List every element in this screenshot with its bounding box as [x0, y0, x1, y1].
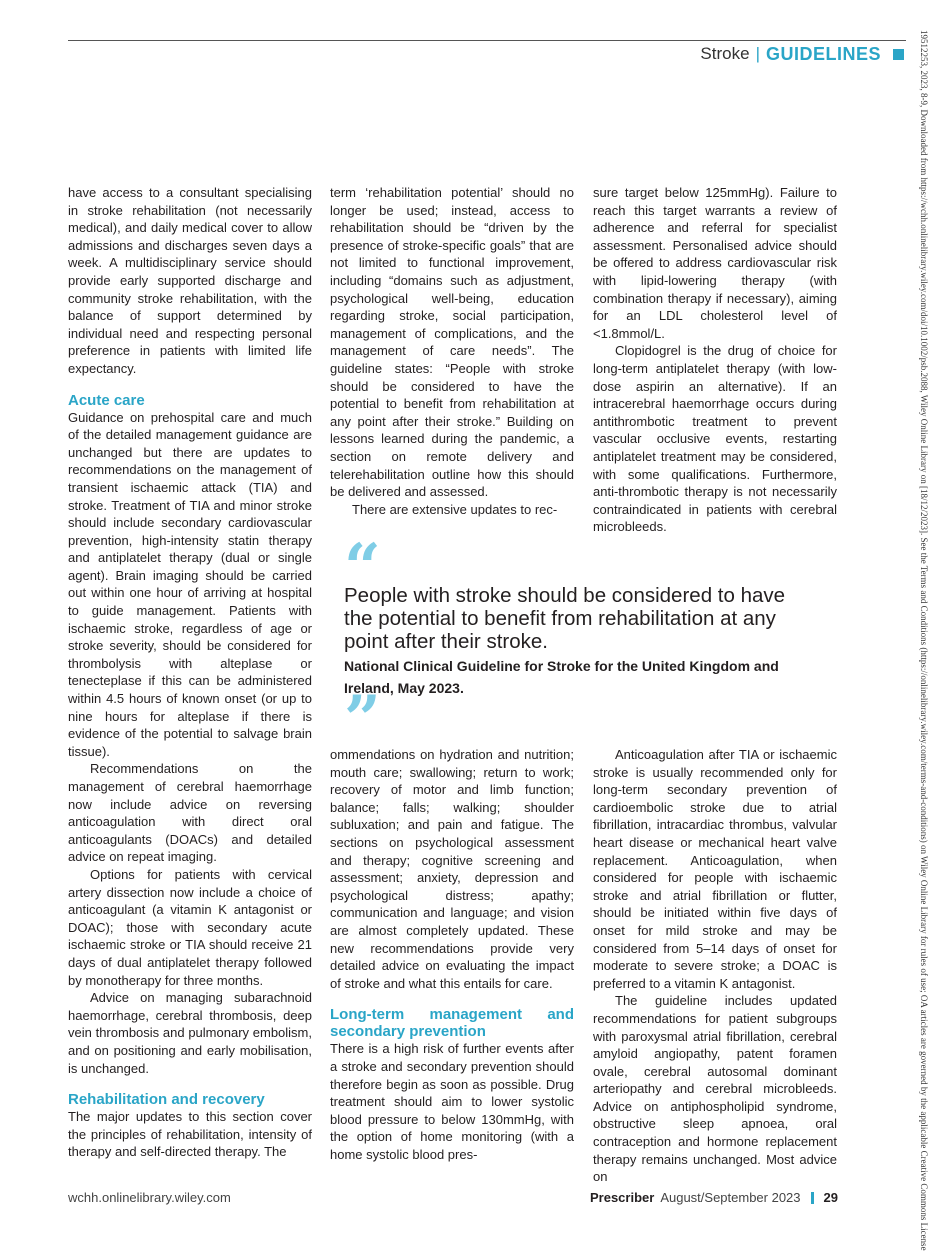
top-rule [68, 40, 906, 41]
section-label: GUIDELINES [765, 43, 881, 64]
header-square-icon [893, 49, 904, 60]
footer-folio [590, 1190, 838, 1205]
issue-date: August/September 2023 [660, 1190, 801, 1205]
paragraph: Recommendations on the management of cerebral haemorrhage now include advice on reversing anticoagulation with direct oral anticoagulants (DOACs) and detailed advice on repeat imaging. [68, 761, 312, 865]
column-2-top [330, 184, 574, 518]
column-2-bottom [330, 746, 574, 1163]
column-1 [68, 184, 312, 1161]
column-3-top [593, 184, 837, 536]
footer-url: wchh.onlinelibrary.wiley.com [68, 1190, 231, 1205]
pull-quote-text: People with stroke should be considered to have the potential to benefit from rehabilitation at any point after their stroke. [344, 584, 786, 653]
column-3-bottom [593, 746, 837, 1186]
paragraph: The guideline includes updated recommendations for patient subgroups with paroxysmal atrial fibrillation, cerebral amyloid angiopathy, patent foramen ovale, cerebral autosomal dominant arteriopathy and cerebral microbleeds. Advice on antiphospholipid syndrome, obstructive sleep apnoea, oral contraception and hormone replacement therapy remains unchanged. Most advice on [593, 993, 837, 1185]
section-name: Stroke [700, 44, 750, 63]
pull-quote [344, 530, 814, 699]
paragraph: have access to a consultant specialising in stroke rehabilitation (not necessarily medical), and daily medical cover to allow admissions and discharges seven days a week. A multidisciplinary service should provide early supported discharge and community stroke rehabilitation, with the balance of support determined by individual need and respecting personal preference in patients with limited life expectancy. [68, 185, 312, 376]
open-quote-icon: “ [344, 530, 381, 605]
paragraph: sure target below 125mmHg). Failure to reach this target warrants a review of adherence and referral for specialist assessment. Personalised advice should be offered to address cardiovascular risk with lipid-lowering therapy (with combination therapy if necessary), aiming for an LDL cholesterol level of <1.8mmol/L. [593, 185, 837, 341]
close-quote-icon: ” [344, 682, 381, 757]
download-notice: 19512253, 2023, 8-9, Downloaded from https://wchh.onlinelibrary.wiley.com/doi/10.1002/psb.2088, Wiley Online Library on [18/12/2023]. See the Terms and Conditions (https://onlinelibrary.wiley.com/terms-and-conditions) on Wiley Online Library for rules of use; OA articles are governed by the applicable Creative Commons License [919, 30, 929, 1251]
paragraph: Guidance on prehospital care and much of the detailed management guidance are unchanged but there are updates to recommendations on the management of transient ischaemic attack (TIA) and stroke. Treatment of TIA and minor stroke should include secondary cardiovascular prevention, high-intensity statin therapy and antiplatelet therapy (dual or single agent). Brain imaging should be carried out within one hour of arriving at hospital to guide management. Patients with ischaemic stroke, regardless of age or stroke severity, should be considered for thrombolysis with alteplase or tenecteplase if this can be administered within 4.5 hours of known onset (or up to nine hours for alteplase if there is evidence of the potential to salvage brain tissue). [68, 409, 312, 759]
paragraph: ommendations on hydration and nutrition; mouth care; swallowing; return to work; recovery of motor and limb function; balance; falls; walking; shoulder subluxation; and pain and fatigue. The sections on psychological assessment and therapy; cognitive screening and assessment; anxiety, depression and psychological distress; apathy; communication and language; and vision are almost completely updated. These new recommendations provide very detailed advice on evaluating the impact of stroke and what this entails for care. [330, 747, 574, 991]
paragraph: Anticoagulation after TIA or ischaemic stroke is usually recommended only for long-term secondary prevention of cardioembolic stroke due to atrial fibrillation, intracardiac thrombus, valvular heart disease or mechanical heart valve replacement. Anticoagulation, when considered for people with ischaemic stroke and atrial fibrillation or flutter, should be initiated within five days of onset for mild stroke and may be considered from 5–14 days of onset for moderate to severe stroke; a DOAC is preferred to a vitamin K antagonist. [593, 747, 837, 991]
heading-long-term-management: Long-term management and secondary prevention [330, 1006, 574, 1041]
footer-bar-icon [811, 1192, 814, 1204]
paragraph: There is a high risk of further events after a stroke and secondary prevention should therefore begin as soon as possible. Drug treatment should aim to lower systolic blood pressure to below 130mmHg, with the option of home monitoring (with a home systolic blood pres- [330, 1041, 574, 1162]
paragraph: Options for patients with cervical artery dissection now include a choice of anticoagulant (a vitamin K antagonist or DOAC); those with secondary acute ischaemic stroke or TIA should receive 21 days of dual antiplatelet therapy followed by monotherapy for three months. [68, 866, 312, 988]
pull-quote-source: National Clinical Guideline for Stroke for the United Kingdom and Ireland, May 2023. [344, 658, 779, 696]
running-header [700, 42, 904, 66]
paragraph: Clopidogrel is the drug of choice for long-term antiplatelet therapy (with low-dose aspirin an alternative). If an intracerebral haemorrhage occurs during antithrombotic treatment to prevent vascular occlusive events, restarting antiplatelet treatment may be considered, with some qualifications. Furthermore, anti-thrombotic therapy is not necessarily contraindicated in patients with cerebral microbleeds. [593, 343, 837, 535]
paragraph: term ‘rehabilitation potential’ should no longer be used; instead, access to rehabilitation should be “driven by the presence of stroke-specific goals” that are not limited to functional improvement, including “domains such as adjustment, psychological well-being, education regarding stroke, social participation, management of complications, and the management of care needs”. The guideline states: “People with stroke should be considered to have the potential to benefit from rehabilitation at any point after their stroke.” Building on lessons learned during the pandemic, a section on remote delivery and telerehabilitation outline how this should be delivered and assessed. [330, 185, 574, 500]
paragraph: Advice on managing subarachnoid haemorrhage, cerebral thrombosis, deep vein thrombosis and pulmonary embolism, and on positioning and early mobilisation, is unchanged. [68, 990, 312, 1076]
page-number: 29 [823, 1190, 838, 1205]
heading-acute-care: Acute care [68, 391, 145, 409]
publication-name: Prescriber [589, 1190, 655, 1205]
header-separator: | [755, 44, 760, 63]
paragraph: The major updates to this section cover the principles of rehabilitation, intensity of therapy and self-directed therapy. The [68, 1109, 312, 1160]
paragraph: There are extensive updates to rec- [352, 501, 558, 517]
heading-rehabilitation: Rehabilitation and recovery [68, 1091, 265, 1109]
